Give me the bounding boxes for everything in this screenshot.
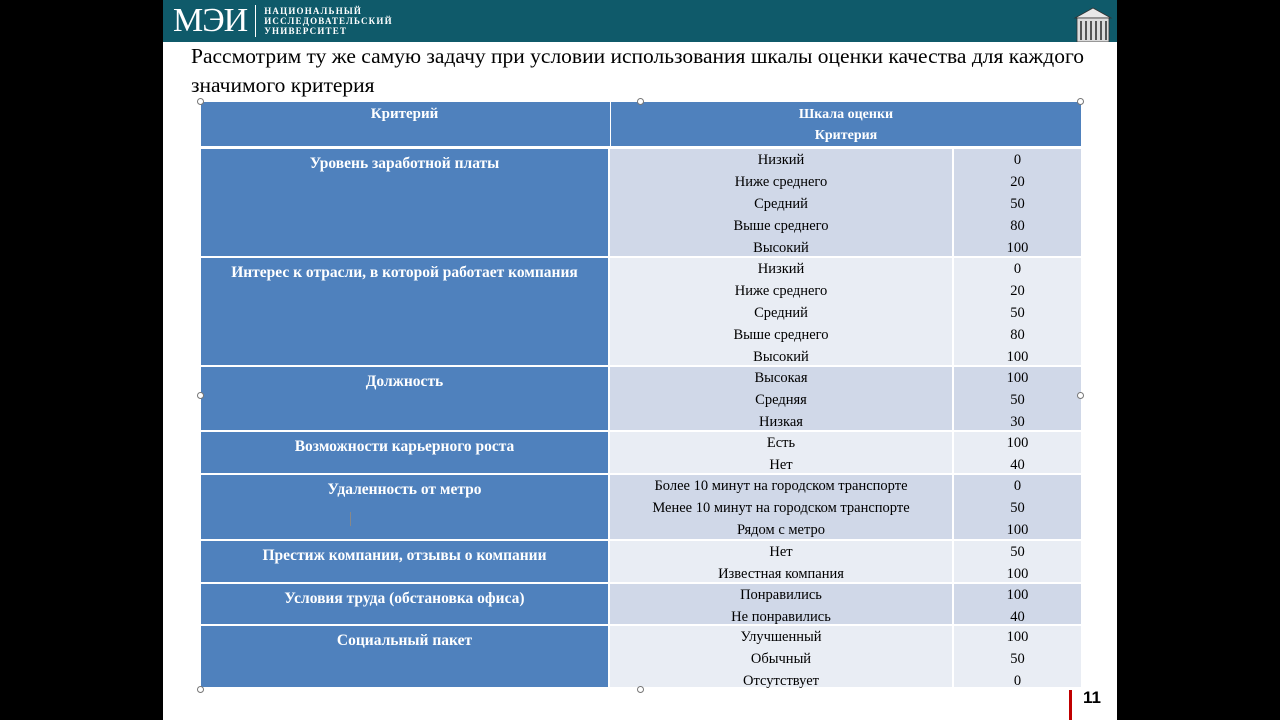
score-cell[interactable] <box>954 258 1081 365</box>
scale-level: Средняя <box>755 392 807 408</box>
criterion-cell[interactable]: Уровень заработной платы <box>201 149 608 256</box>
criterion-cell[interactable]: Престиж компании, отзывы о компании <box>201 541 608 582</box>
score-value: 20 <box>1010 174 1025 190</box>
scale-level: Низкий <box>757 261 805 277</box>
scale-level: Высокий <box>753 240 809 256</box>
table-header-row <box>201 102 1081 149</box>
score-cell[interactable] <box>954 367 1081 430</box>
scale-level: Низкий <box>757 152 805 168</box>
criterion-group <box>201 367 1081 432</box>
resize-handle-bottom-left[interactable] <box>197 686 204 693</box>
scale-level: Рядом с метро <box>736 522 826 538</box>
scale-cell[interactable] <box>610 367 953 430</box>
score-value: 50 <box>1010 305 1025 321</box>
scale-level: Известная компания <box>718 566 844 582</box>
criterion-cell[interactable]: Удаленность от метро <box>201 475 608 539</box>
score-value: 40 <box>1010 609 1025 625</box>
resize-handle-middle-right[interactable] <box>1077 392 1084 399</box>
criterion-group <box>201 258 1081 367</box>
university-logo <box>173 3 393 39</box>
scale-level: Обычный <box>750 651 812 667</box>
scale-cell[interactable] <box>610 541 953 582</box>
score-value: 100 <box>1006 435 1029 451</box>
scale-level: Ниже среднего <box>734 174 828 190</box>
text-cursor <box>350 512 351 526</box>
scale-cell[interactable] <box>610 626 953 687</box>
score-value: 50 <box>1010 651 1025 667</box>
score-value: 40 <box>1010 457 1025 473</box>
scale-level: Менее 10 минут на городском транспорте <box>652 500 910 516</box>
page-number: 11 <box>1083 688 1101 707</box>
page-accent-bar <box>1069 690 1072 720</box>
score-value: 20 <box>1010 283 1025 299</box>
header-scale-line1: Шкала оценки <box>798 107 894 122</box>
score-value: 80 <box>1010 327 1025 343</box>
criterion-group <box>201 626 1081 689</box>
scale-level: Отсутствует <box>743 673 819 689</box>
score-cell[interactable] <box>954 149 1081 256</box>
score-value: 0 <box>1013 478 1022 494</box>
scale-cell[interactable] <box>610 584 953 624</box>
scale-level: Высокий <box>753 349 809 365</box>
scale-level: Более 10 минут на городском транспорте <box>654 478 908 494</box>
score-cell[interactable] <box>954 475 1081 539</box>
scale-cell[interactable] <box>610 475 953 539</box>
score-cell[interactable] <box>954 432 1081 473</box>
logo-mark: МЭИ <box>173 2 248 39</box>
header-criterion: Критерий <box>370 106 439 122</box>
logo-divider <box>255 5 256 37</box>
score-value: 80 <box>1010 218 1025 234</box>
criterion-cell[interactable]: Условия труда (обстановка офиса) <box>201 584 608 624</box>
header-scale-line2: Критерия <box>814 128 878 143</box>
criterion-cell[interactable]: Социальный пакет <box>201 626 608 687</box>
score-value: 100 <box>1006 587 1029 603</box>
scale-level: Средний <box>754 305 808 321</box>
score-value: 100 <box>1006 349 1029 365</box>
score-value: 100 <box>1006 629 1029 645</box>
score-value: 50 <box>1010 196 1025 212</box>
scale-level: Понравились <box>740 587 822 603</box>
criterion-cell[interactable]: Должность <box>201 367 608 430</box>
score-cell[interactable] <box>954 541 1081 582</box>
scale-cell[interactable] <box>610 432 953 473</box>
resize-handle-top-center[interactable] <box>637 98 644 105</box>
score-value: 0 <box>1013 152 1022 168</box>
score-cell[interactable] <box>954 584 1081 624</box>
scale-level: Высокая <box>754 370 808 386</box>
score-cell[interactable] <box>954 626 1081 687</box>
scale-level: Есть <box>766 435 796 451</box>
criterion-group <box>201 149 1081 258</box>
resize-handle-middle-left[interactable] <box>197 392 204 399</box>
scale-level: Средний <box>754 196 808 212</box>
criteria-table[interactable] <box>201 102 1081 690</box>
scale-level: Нет <box>769 544 793 560</box>
criterion-group <box>201 541 1081 584</box>
score-value: 100 <box>1006 522 1029 538</box>
score-value: 50 <box>1010 500 1025 516</box>
criterion-group <box>201 584 1081 626</box>
score-value: 30 <box>1010 414 1025 430</box>
scale-level: Улучшенный <box>740 629 822 645</box>
score-value: 100 <box>1006 240 1029 256</box>
criterion-cell[interactable]: Возможности карьерного роста <box>201 432 608 473</box>
score-value: 50 <box>1010 544 1025 560</box>
criterion-cell[interactable]: Интерес к отрасли, в которой работает компания <box>201 258 608 365</box>
scale-level: Не понравились <box>731 609 831 625</box>
scale-level: Нет <box>769 457 793 473</box>
scale-level: Выше среднего <box>733 327 829 343</box>
scale-level: Низкая <box>759 414 803 430</box>
scale-level: Ниже среднего <box>734 283 828 299</box>
score-value: 0 <box>1013 673 1022 689</box>
score-value: 50 <box>1010 392 1025 408</box>
header-scale <box>610 102 1081 146</box>
building-icon <box>1069 0 1117 42</box>
scale-cell[interactable] <box>610 258 953 365</box>
resize-handle-bottom-center[interactable] <box>637 686 644 693</box>
score-value: 100 <box>1006 566 1029 582</box>
scale-cell[interactable] <box>610 149 953 256</box>
resize-handle-top-right[interactable] <box>1077 98 1084 105</box>
header-band <box>163 0 1117 42</box>
logo-text: НАЦИОНАЛЬНЫЙ ИССЛЕДОВАТЕЛЬСКИЙ УНИВЕРСИТЕТ <box>264 6 393 36</box>
scale-level: Выше среднего <box>733 218 829 234</box>
slide <box>163 0 1117 720</box>
score-value: 100 <box>1006 370 1029 386</box>
criterion-group <box>201 432 1081 475</box>
criterion-group <box>201 475 1081 541</box>
slide-title: Рассмотрим ту же самую задачу при условии использования шкалы оценки качества для каждого значимого критерия <box>191 44 1084 97</box>
resize-handle-top-left[interactable] <box>197 98 204 105</box>
score-value: 0 <box>1013 261 1022 277</box>
